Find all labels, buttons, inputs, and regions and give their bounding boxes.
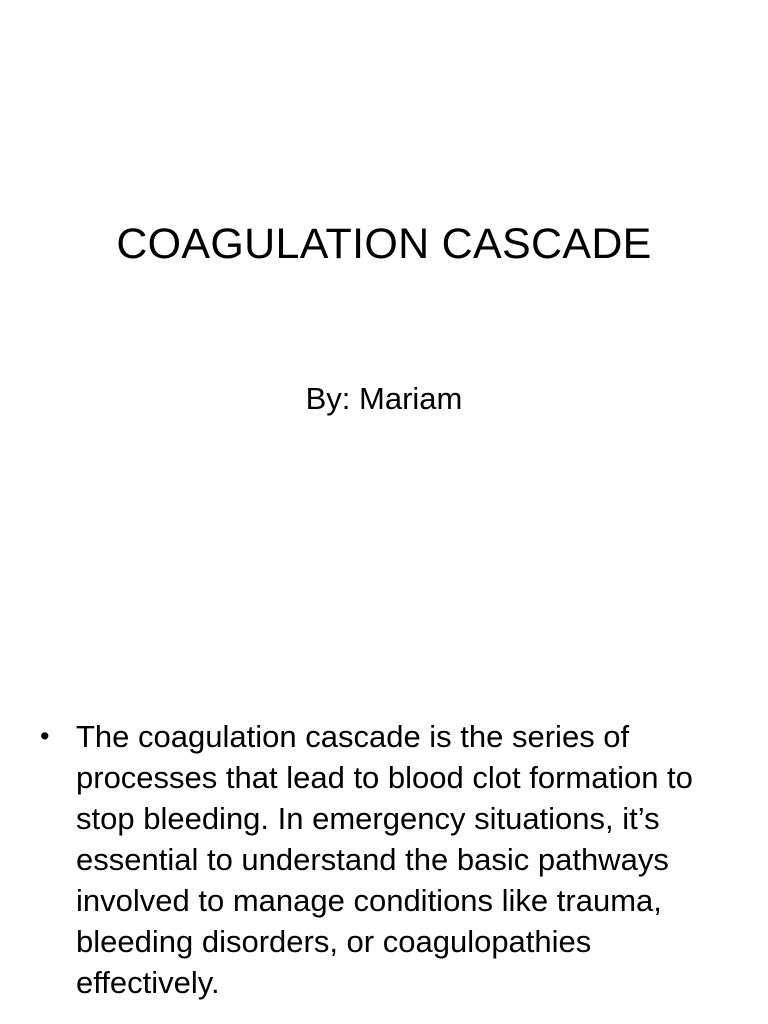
slide-title: COAGULATION CASCADE [116,220,652,268]
bullet-text: The coagulation cascade is the series of processes that lead to blood clot formation to stop bleeding. In emergency situations, it’s essential to understand the basic pathways involved to manage conditions like trauma, bleeding disorders, or coagulopathies effectively. [76,719,693,1000]
slide-subtitle: By: Mariam [305,381,463,416]
bullet-marker: • [40,721,50,751]
bullet-list [40,716,730,1003]
bullet-item [40,716,730,1003]
